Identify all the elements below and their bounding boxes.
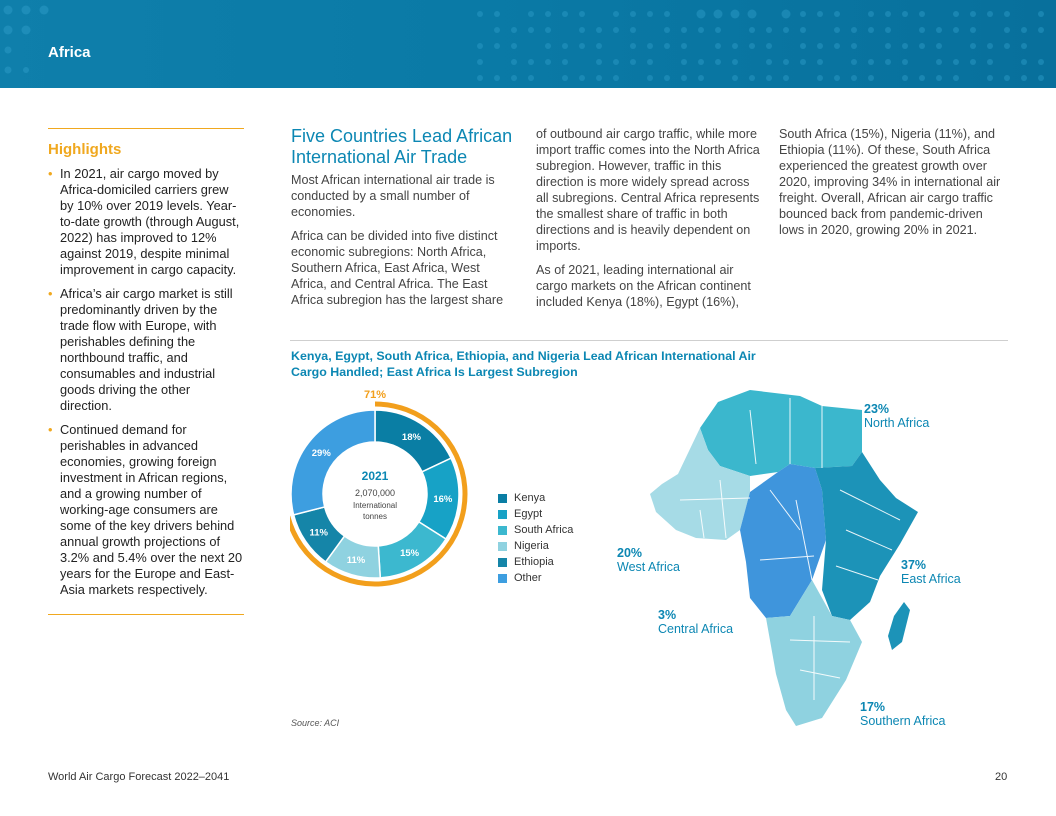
highlight-item: • In 2021, air cargo moved by Africa-domiciled carriers grew by 10% over 2019 levels. Year-to-date growth (through August, 2022) has improved to 12% against 2019, despite minimal improvement in cargo capacity.: [48, 166, 244, 278]
highlight-item: • Continued demand for perishables in advanced economies, growing foreign investment in African regions, and a growing number of working-age consumers are some of the key drivers behind annual growth projections of 3.2% and 5.4% over the next 20 years for the Europe and East-Asia markets respectively.: [48, 422, 244, 598]
region-name: East Africa: [901, 572, 961, 586]
page-header: [0, 0, 1056, 88]
donut-slice-label: 11%: [309, 527, 329, 539]
legend-swatch: [498, 574, 507, 583]
article-column-3: [779, 126, 1011, 246]
legend-label: Ethiopia: [514, 556, 554, 568]
highlight-item: • Africa’s air cargo market is still predominantly driven by the trade flow with Europe, with perishables defining the northbound traffic, and consumables and industrial goods driving the other direction.: [48, 286, 244, 414]
highlights-box: [48, 128, 244, 615]
highlights-list: [48, 166, 244, 598]
article-title: Five Countries Lead African International Air Trade: [291, 126, 513, 167]
region-name: Central Africa: [658, 622, 734, 636]
map-region-north-africa: [700, 390, 862, 476]
donut-slice-label: 11%: [346, 554, 366, 566]
legend-swatch: [498, 494, 507, 503]
legend-label: South Africa: [514, 524, 574, 536]
donut-center-year: 2021: [361, 469, 389, 483]
donut-slice-label: 16%: [433, 493, 453, 505]
region-pct: 3%: [658, 608, 677, 622]
section-divider: [290, 340, 1008, 341]
article-paragraph: As of 2021, leading international air cargo markets on the African continent included Kenya (18%), Egypt (16%),: [536, 263, 751, 309]
page-title: Africa: [48, 44, 91, 61]
legend-item: [498, 490, 573, 506]
donut-highlight-label: 71%: [363, 390, 387, 401]
region-name: Southern Africa: [860, 714, 946, 728]
article-paragraph: Africa can be divided into five distinct economic subregions: North Africa, Southern Africa, East Africa, West Africa, and Central Africa. The East Africa subregion has the largest share: [291, 229, 504, 307]
legend-label: Kenya: [514, 492, 546, 504]
legend-item: [498, 554, 573, 570]
region-label-east-africa: [901, 558, 961, 586]
article-column-1: [291, 126, 513, 316]
region-label-west-africa: [617, 546, 680, 574]
donut-chart: [290, 390, 490, 600]
region-pct: 23%: [864, 402, 890, 416]
highlights-title: Highlights: [48, 141, 122, 158]
region-name: West Africa: [617, 560, 680, 574]
region-label-central-africa: [658, 608, 733, 636]
figure-source: Source: ACI: [291, 718, 340, 728]
region-label-southern-africa: [860, 700, 945, 728]
legend-item: [498, 570, 573, 586]
donut-center-unit: International: [352, 501, 398, 510]
chart-legend: [498, 490, 573, 586]
legend-swatch: [498, 510, 507, 519]
region-label-north-africa: [864, 402, 929, 430]
legend-item: [498, 522, 573, 538]
map-region-east-africa: [815, 452, 918, 620]
region-pct: 17%: [860, 700, 886, 714]
legend-label: Egypt: [514, 508, 543, 520]
region-pct: 37%: [901, 558, 927, 572]
page-number: 20: [995, 771, 1008, 783]
donut-slice-label: 18%: [401, 432, 421, 444]
donut-slice-label: 29%: [311, 447, 331, 459]
legend-label: Other: [514, 572, 542, 584]
map-region-madagascar: [888, 602, 910, 650]
legend-label: Nigeria: [514, 540, 549, 552]
article-paragraph: South Africa (15%), Nigeria (11%), and Ethiopia (11%). Of these, South Africa experienced the greatest growth over 2020, improving 34% in international air freight. Overall, African air cargo traffic bounced back from pandemic-driven lows in 2020, growing 20% in 2021.: [779, 127, 1001, 237]
donut-slice-other: [291, 410, 375, 515]
legend-item: [498, 506, 573, 522]
footer-publication-title: World Air Cargo Forecast 2022–2041: [48, 771, 230, 783]
region-pct: 20%: [617, 546, 643, 560]
article-paragraph: of outbound air cargo traffic, while more import traffic comes into the North Africa subregion. However, traffic in this direction is more widely spread across all subregions. Central Africa represents the smallest share of traffic in both directions and is heavily dependent on imports.: [536, 127, 760, 253]
legend-item: [498, 538, 573, 554]
donut-center-unit: tonnes: [362, 512, 388, 521]
header-dot-pattern: [0, 0, 1056, 88]
article-column-2: [536, 126, 762, 318]
region-name: North Africa: [864, 416, 930, 430]
legend-swatch: [498, 542, 507, 551]
donut-slice-label: 15%: [400, 548, 420, 560]
article-paragraph: Most African international air trade is conducted by a small number of economies.: [291, 173, 495, 219]
donut-center-value: 2,070,000: [354, 488, 396, 498]
legend-swatch: [498, 526, 507, 535]
legend-swatch: [498, 558, 507, 567]
figure-title: Kenya, Egypt, South Africa, Ethiopia, and Nigeria Lead African International Air Cargo Handled; East Africa Is Largest Subregion: [291, 349, 756, 379]
